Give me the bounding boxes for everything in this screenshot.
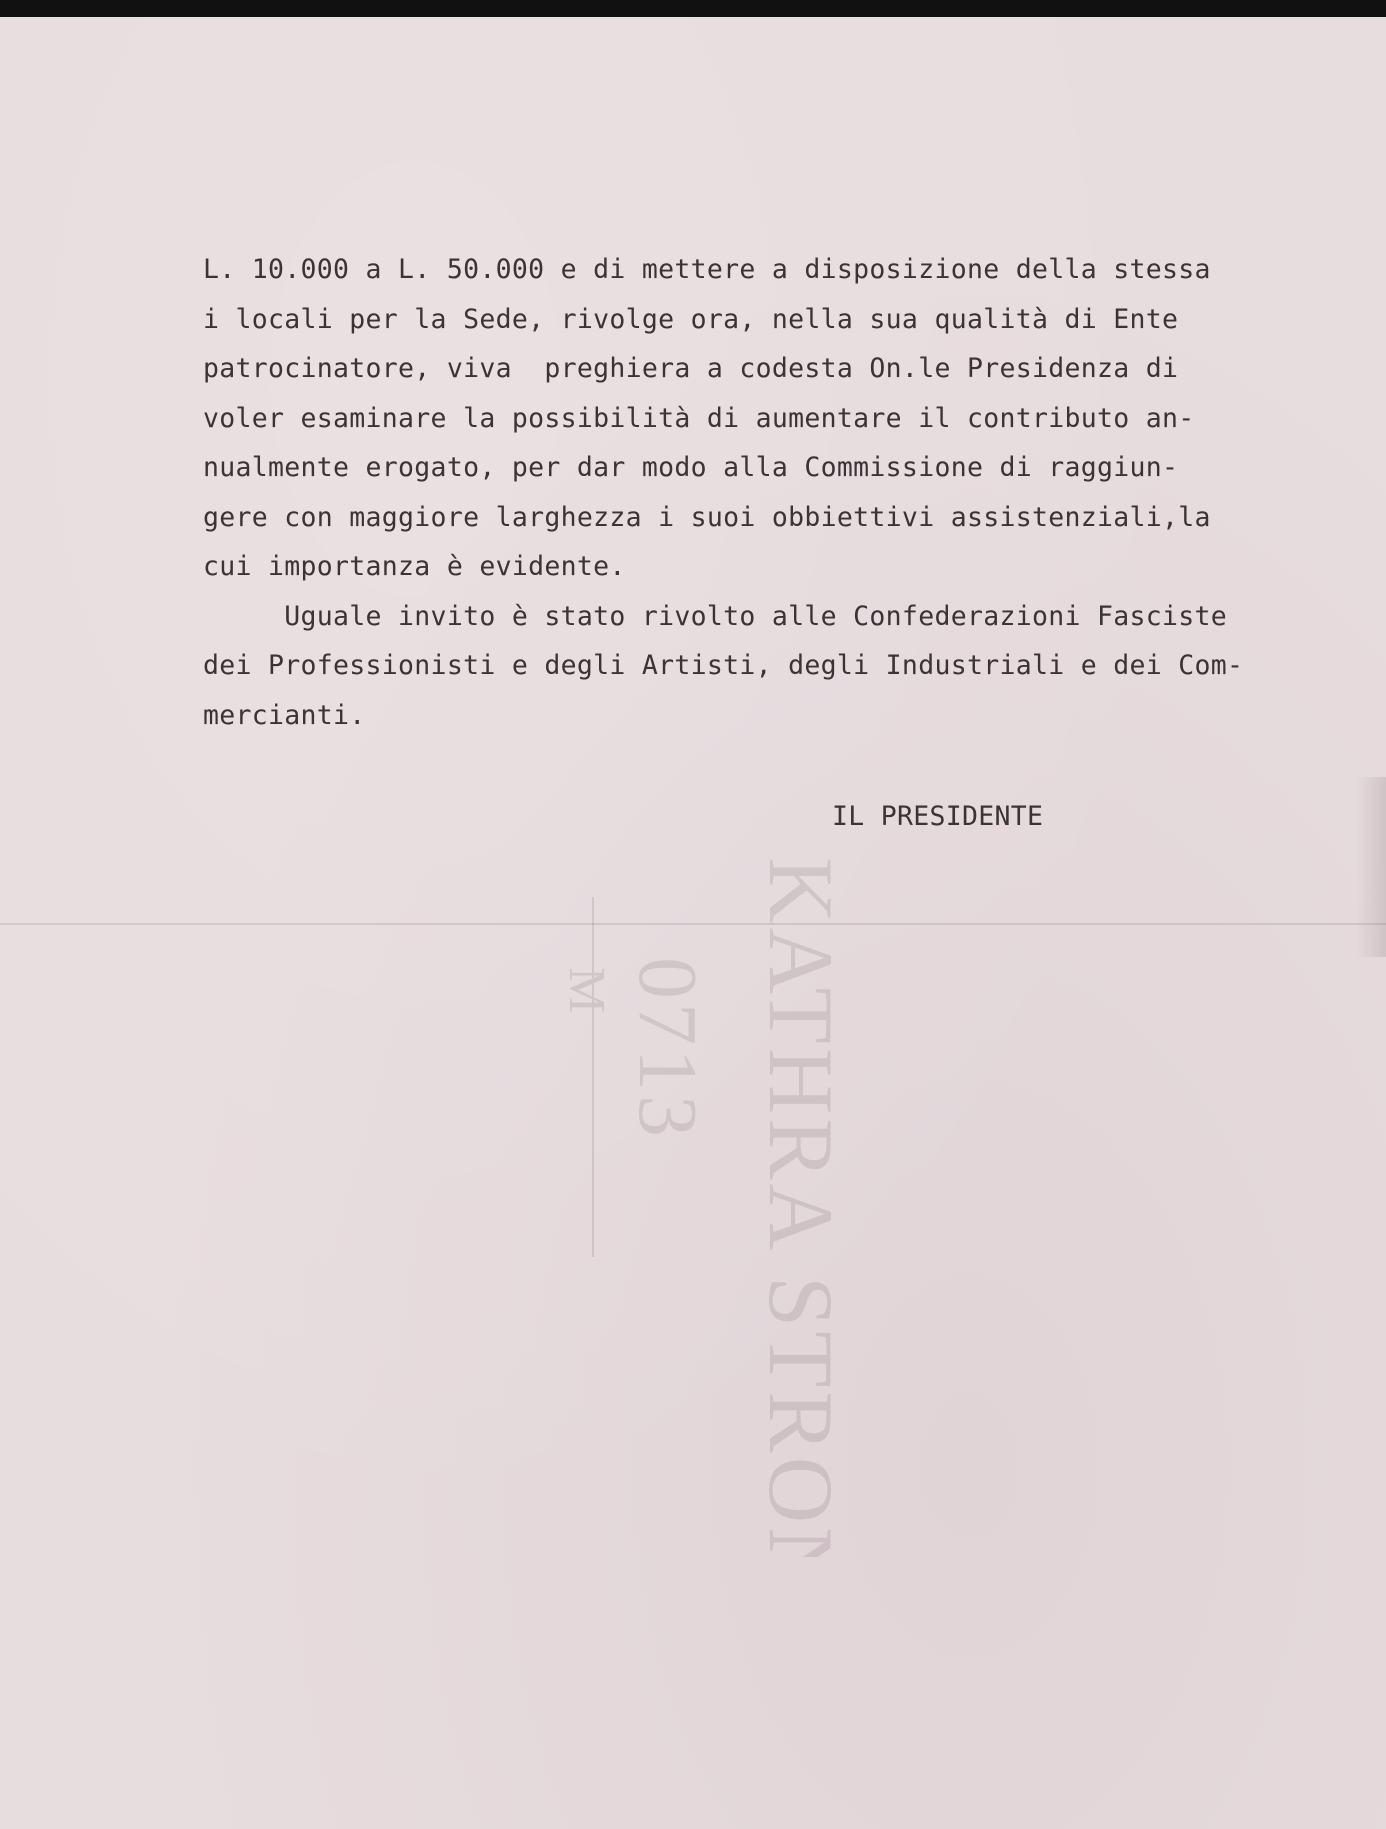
stamp-letter: M xyxy=(558,967,615,1014)
document-page xyxy=(0,17,1386,1829)
letter-line: dei Professionisti e degli Artisti, degli Industriali e dei Com- xyxy=(203,650,1244,681)
letter-line: i locali per la Sede, rivolge ora, nella sua qualità di Ente xyxy=(203,303,1179,335)
signature-title: IL PRESIDENTE xyxy=(832,801,1044,832)
stamp-text: KATHRA STRONG xyxy=(750,857,850,1557)
paper-edge-shadow xyxy=(1356,777,1386,957)
letter-line: nualmente erogato, per dar modo alla Commissione di raggiun- xyxy=(203,452,1179,483)
bleed-through-stamp xyxy=(520,837,850,1557)
letter-line: Uguale invito è stato rivolto alle Confederazioni Fasciste xyxy=(203,600,1228,632)
letter-line: mercianti. xyxy=(203,699,366,731)
scan-top-edge xyxy=(0,0,1386,17)
letter-line: voler esaminare la possibilità di aumentare il contributo an- xyxy=(203,402,1195,434)
letter-line: patrocinatore, viva preghiera a codesta On.le Presidenza di xyxy=(203,353,1179,384)
stamp-number: 0713 xyxy=(621,957,714,1141)
letter-line: cui importanza è evidente. xyxy=(203,551,626,582)
letter-line: L. 10.000 a L. 50.000 e di mettere a disposizione della stessa xyxy=(203,254,1211,285)
letter-body xyxy=(203,245,1323,740)
letter-line: gere con maggiore larghezza i suoi obbiettivi assistenziali,la xyxy=(203,501,1211,533)
